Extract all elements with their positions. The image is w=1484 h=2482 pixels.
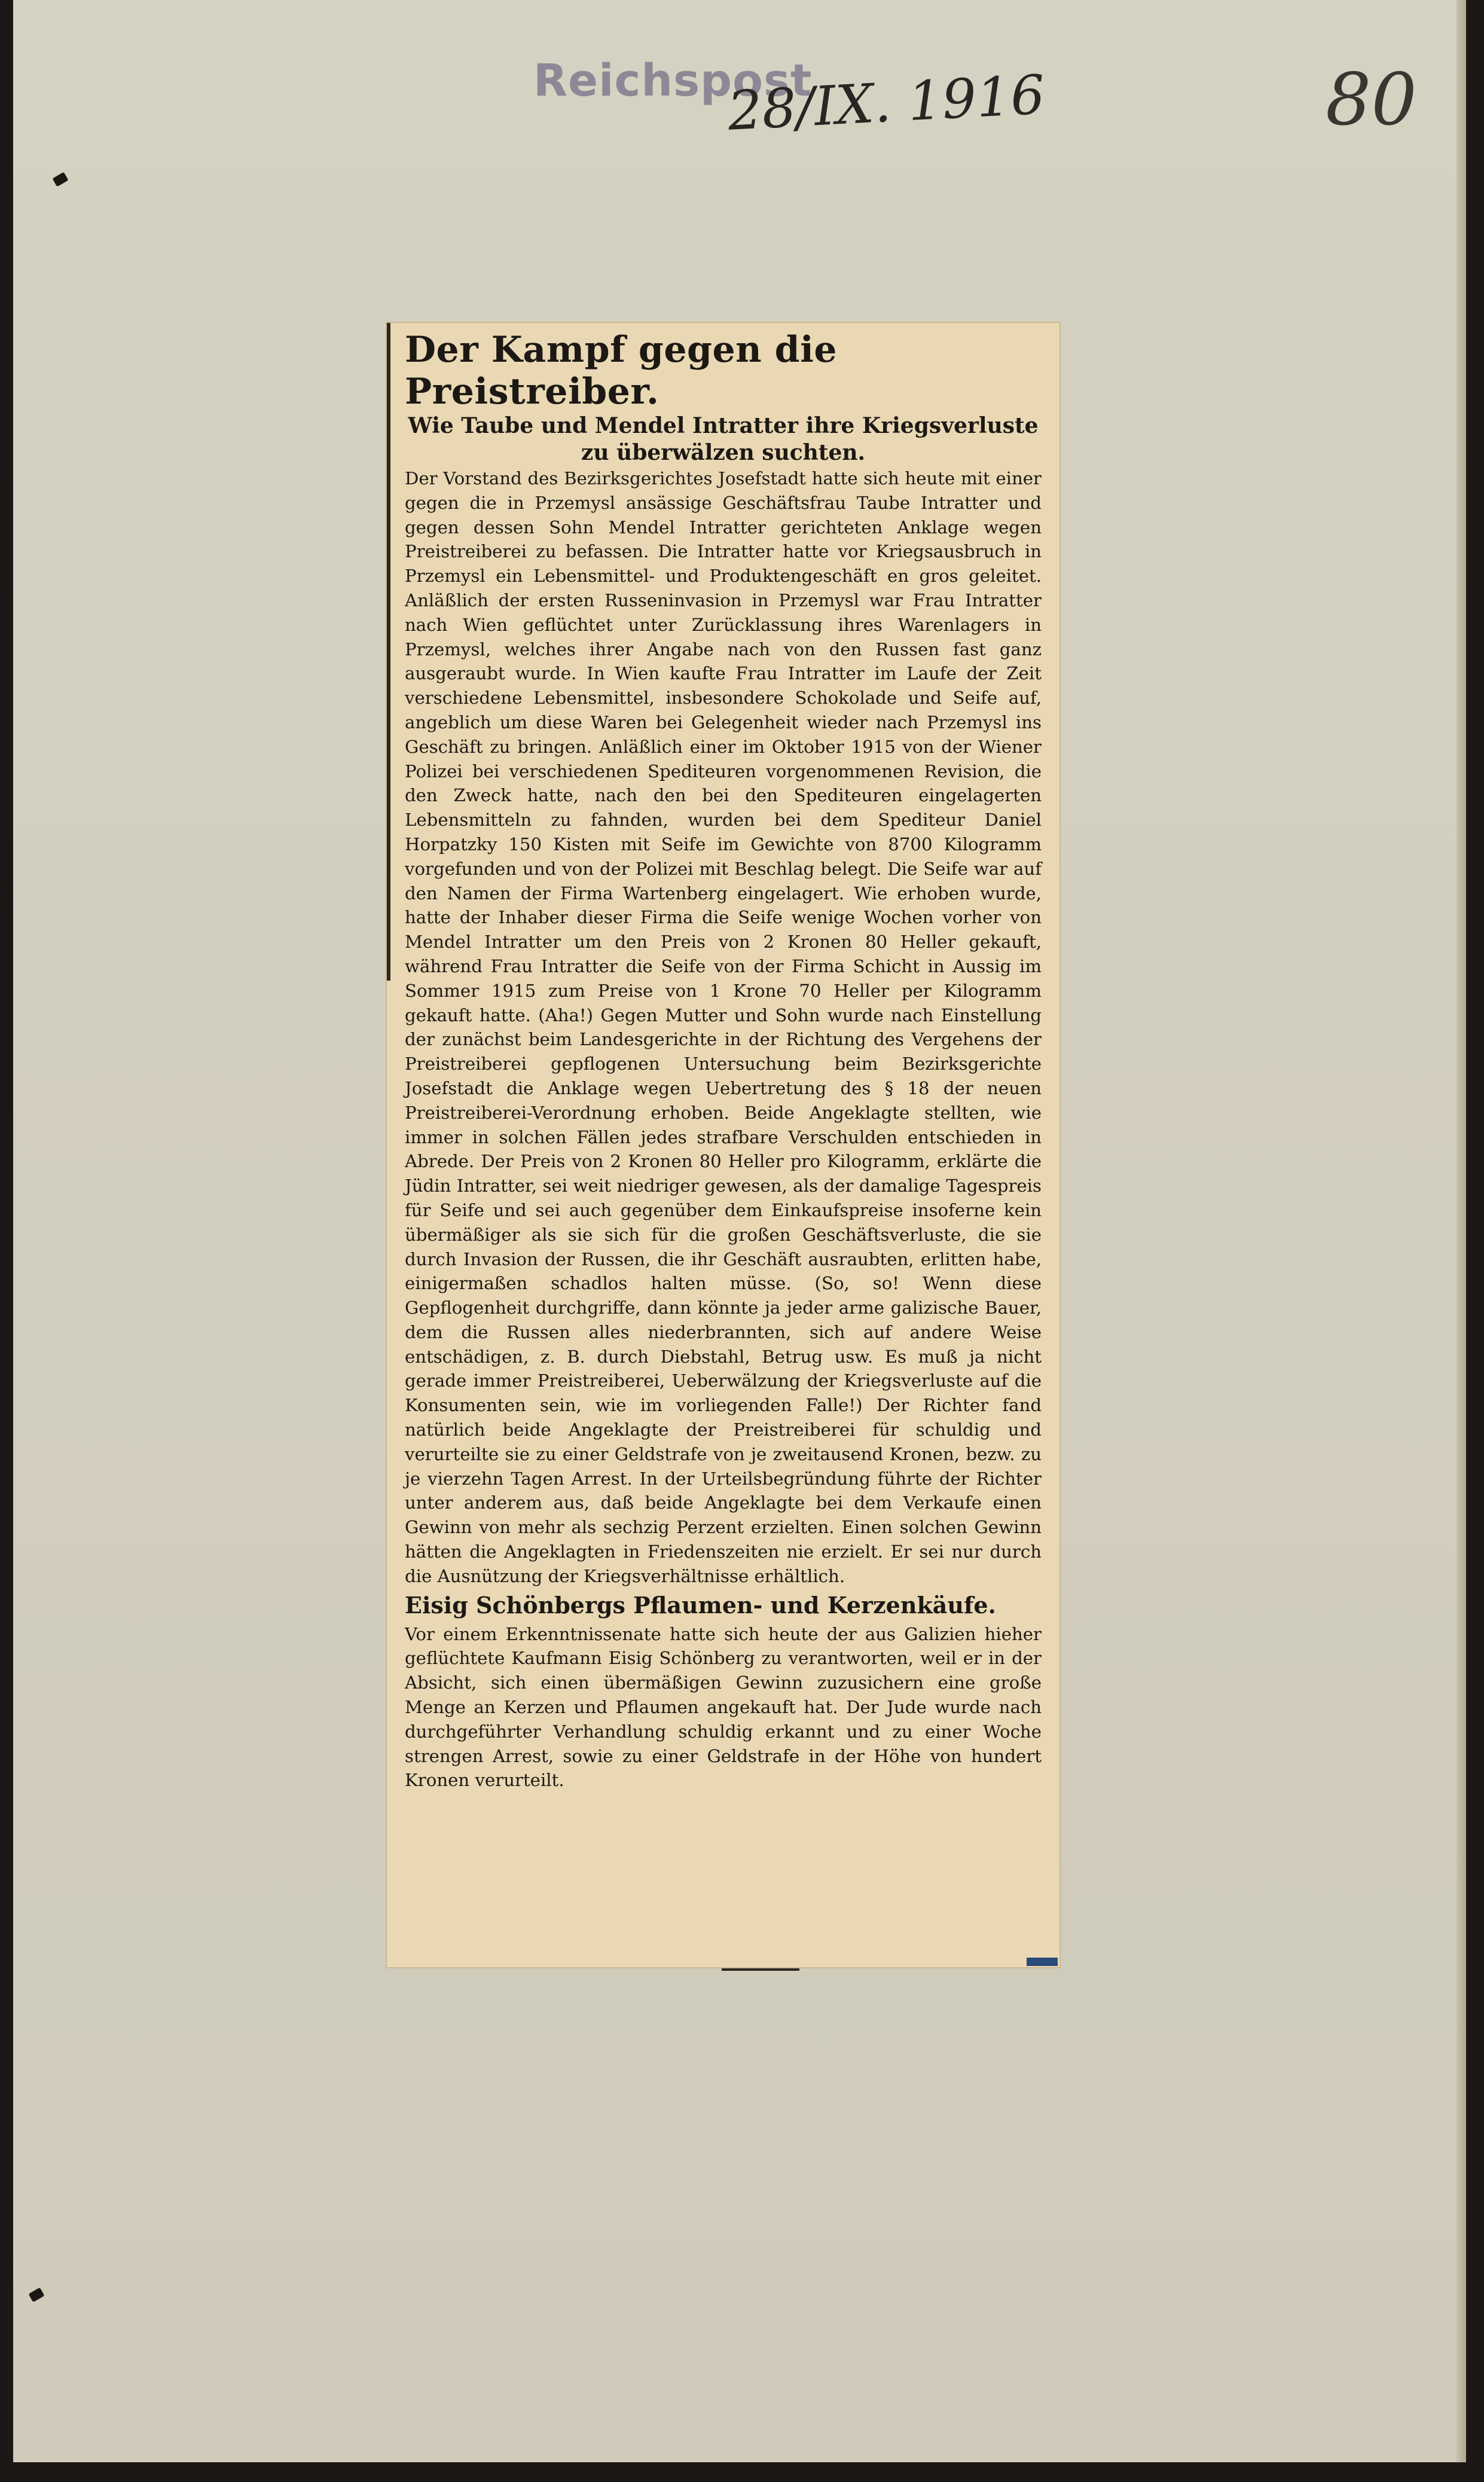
article-subtitle: Wie Taube und Mendel Intratter ihre Kriegsverluste zu überwälzen suchten. — [408, 413, 1039, 465]
end-rule — [722, 1968, 799, 1971]
blue-ink-mark — [1027, 1958, 1058, 1966]
article-paragraph-1: Der Vorstand des Bezirksgerichtes Josefstadt hatte sich heute mit einer gegen die in Przemysl ansässige Geschäftsfrau Taube Intratter und gegen dessen Sohn Mendel Intratter gerichteten Anklage wegen Preistreiberei zu befassen. Die Intratter hatte vor Kriegsausbruch in Przemysl ein Lebensmittel- und Produktengeschäft en gros geleitet. Anläßlich der ersten Russeninvasion in Przemysl war Frau Intratter nach Wien geflüchtet unter Zurücklassung ihres Warenlagers in Przemysl, welches ihrer Angabe nach von den Russen fast ganz ausgeraubt wurde. In Wien kaufte Frau Intratter im Laufe der Zeit verschiedene Lebensmittel, insbesondere Schokolade und Seife auf, angeblich um diese Waren bei Gelegenheit wieder nach Przemysl ins Geschäft zu bringen. Anläßlich einer im Oktober 1915 von der Wiener Polizei bei verschiedenen Spediteuren vorgenommenen Revision, die den Zweck hatte, nach den bei den Spediteuren eingelagerten Lebensmitteln zu fahnden, wurden bei dem Spediteur Daniel Horpatzky 150 Kisten mit Seife im Gewichte von 8700 Kilogramm vorgefunden und von der Polizei mit Beschlag belegt. Die Seife war auf den Namen der Firma Wartenberg eingelagert. Wie erhoben wurde, hatte der Inhaber dieser Firma die Seife wenige Wochen vorher von Mendel Intratter um den Preis von 2 Kronen 80 Heller gekauft, während Frau Intratter die Seife von der Firma Schicht in Aussig im Sommer 1915 zum Preise von 1 Krone 70 Heller per Kilogramm gekauft hatte. (Aha!) Gegen Mutter und Sohn wurde nach Einstellung der zunächst beim Landesgerichte in der Richtung des Vergehens der Preistreiberei gepflogenen Untersuchung beim Bezirksgerichte Josefstadt die Anklage wegen Uebertretung des § 18 der neuen Preistreiberei-Verordnung erhoben. Beide Angeklagte stellten, wie immer in solchen Fällen jedes strafbare Verschulden entschieden in Abrede. Der Preis von 2 Kronen 80 Heller pro Kilogramm, erklärte die Jüdin Intratter, sei weit niedriger gewesen, als der damalige Tagespreis für Seife und sei auch gegenüber dem Einkaufspreise insoferne kein übermäßiger als sie sich für die großen Geschäftsverluste, die sie durch Invasion der Russen, die ihr Geschäft ausraubten, erlitten habe, einigermaßen schadlos halten müsse. (So, so! Wenn diese Gepflogenheit durchgriffe, dann könnte ja jeder arme galizische Bauer, dem die Russen alles niederbrannten, sich auf andere Weise entschädigen, z. B. durch Diebstahl, Betrug usw. Es muß ja nicht gerade immer Preistreiberei, Ueberwälzung der Kriegsverluste auf die Konsumenten sein, wie im vorliegenden Falle!) Der Richter fand natürlich beide Angeklagte der Preistreiberei für schuldig und verurteilte sie zu einer Geldstrafe von je zweitausend Kronen, bezw. zu je vierzehn Tagen Arrest. In der Urteilsbegründung führte der Richter unter anderem aus, daß beide Angeklagte bei dem Verkaufe einen Gewinn von mehr als sechzig Perzent erzielten. Einen solchen Gewinn hätten die Angeklagten in Friedenszeiten nie erzielt. Er sei nur durch die Ausnützung der Kriegsverhältnisse erhältlich. — [405, 468, 1042, 1586]
sheet-edge — [1456, 0, 1466, 2462]
folio-number: 80 — [1326, 59, 1417, 142]
clipping-edge — [387, 323, 390, 981]
punch-hole-bottom — [28, 2288, 44, 2303]
archive-sheet — [13, 0, 1466, 2462]
article-paragraph-2: Vor einem Erkenntnissenate hatte sich heute der aus Galizien hieher geflüchtete Kaufmann Eisig Schönberg zu verantworten, weil er in der Absicht, sich einen übermäßigen Gewinn zuzusichern eine große Menge an Kerzen und Pflaumen angekauft hat. Der Jude wurde nach durchgeführter Verhandlung schuldig erkannt und zu einer Woche strengen Arrest, sowie zu einer Geldstrafe in der Höhe von hundert Kronen verurteilt. — [405, 1623, 1042, 1791]
section-2-title: Eisig Schönbergs Pflaumen- und Kerzenkäufe. — [405, 1591, 996, 1619]
newspaper-clipping — [387, 323, 1059, 1967]
handwritten-date: 28/IX. 1916 — [726, 63, 1047, 143]
clipping-content — [387, 323, 1059, 1793]
newspaper-stamp: Reichspost — [533, 55, 813, 106]
article-title: Der Kampf gegen die Preistreiber. — [405, 329, 838, 413]
punch-hole-top — [52, 172, 68, 187]
